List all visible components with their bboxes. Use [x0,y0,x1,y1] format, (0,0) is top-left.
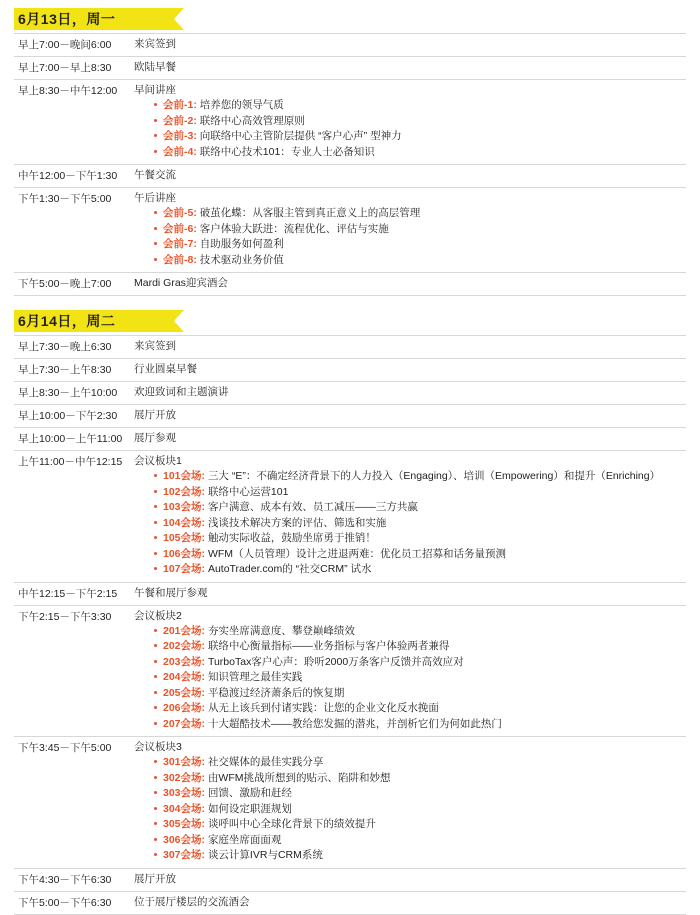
row-time: 早上7:00－早上8:30 [18,62,112,74]
bullet-icon [154,675,157,678]
session-code: 会前-8: [163,253,197,266]
day-title-2: 6月14日，周二 [18,313,116,329]
session-code: 204会场: [163,671,206,683]
row-body [130,405,686,428]
session-code: 103会场: [163,501,206,513]
session-text: AutoTrader.com的 “社交CRM” 试水 [207,563,372,575]
row-label: 展厅开放 [134,872,176,885]
session-list [134,469,682,577]
row-time: 下午1:30－下午5:00 [18,193,112,205]
row-label: 欢迎致词和主题演讲 [134,386,229,398]
bullet-icon [154,791,157,794]
bullet-icon [154,119,157,122]
table-row [14,428,686,451]
bullet-icon [154,807,157,810]
session-list [134,98,682,159]
session-code: 会前-2: [163,114,197,127]
row-label: 会议板块1 [134,455,182,467]
row-body [130,891,686,914]
session-text: 谈呼叫中心全球化背景下的绩效提升 [207,818,376,830]
bullet-icon [154,536,157,539]
session-code: 202会场: [163,640,206,652]
session-code: 105会场: [163,532,206,544]
day-banner-tail-1 [174,8,184,30]
row-time: 早上8:30－上午10:00 [18,387,118,399]
table-row [14,451,686,583]
row-body [130,868,686,891]
row-time: 下午3:45－下午5:00 [18,742,112,754]
session-code: 301会场: [163,756,206,768]
bullet-icon [154,490,157,493]
row-body [130,605,686,737]
list-item [152,655,682,670]
bullet-icon [154,552,157,555]
list-item [152,485,682,500]
table-row [14,582,686,605]
session-code: 205会场: [163,686,206,699]
session-text: 知识管理之最佳实践 [207,671,303,683]
row-label: 早间讲座 [134,84,176,96]
list-item [152,206,682,221]
row-label: 展厅开放 [134,409,176,421]
bullet-icon [154,474,157,477]
session-text: 浅谈技术解决方案的评估、筛选和实施 [207,516,387,529]
bullet-icon [154,776,157,779]
row-body [130,80,686,165]
list-item [152,98,682,113]
session-text: TurboTax客户心声：聆听2000万条客户反馈并高效应对 [207,655,464,668]
session-code: 会前-7: [163,238,197,250]
session-text: 平稳渡过经济萧条后的恢复期 [207,686,345,699]
bullet-icon [154,211,157,214]
session-code: 307会场: [163,849,206,861]
session-text: 客户满意、成本有效、员工减压——三方共赢 [207,501,418,513]
bullet-icon [154,838,157,841]
row-label: 午餐交流 [134,169,176,181]
row-time: 早上7:30－上午8:30 [18,364,112,376]
row-body [130,428,686,451]
list-item [152,786,682,801]
bullet-icon [154,242,157,245]
schedule-table-day2 [14,335,686,915]
session-text: 培养您的领导气质 [199,99,284,111]
section-spacer [14,296,686,310]
session-text: 联络中心衡量指标——业务指标与客户体验两者兼得 [207,640,450,652]
row-body [130,273,686,296]
list-item [152,145,682,160]
list-item [152,755,682,770]
row-label: 来宾签到 [134,340,176,352]
table-row [14,34,686,57]
session-text: 联络中心技术101：专业人士必备知识 [199,145,375,158]
row-time: 早上10:00－下午2:30 [18,410,118,422]
bullet-icon [154,258,157,261]
session-code: 303会场: [163,787,206,799]
session-code: 305会场: [163,818,206,830]
session-code: 会前-1: [163,99,197,111]
table-row [14,405,686,428]
row-label: 位于展厅楼层的交流酒会 [134,895,250,908]
list-item [152,771,682,786]
session-code: 106会场: [163,547,206,560]
bullet-icon [154,660,157,663]
list-item [152,686,682,701]
bullet-icon [154,521,157,524]
bullet-icon [154,691,157,694]
row-time: 早上7:30－晚上6:30 [18,341,112,353]
row-body [130,336,686,359]
session-text: 联络中心运营101 [207,485,289,498]
row-label: 展厅参观 [134,432,176,444]
list-item [152,500,682,515]
table-row [14,868,686,891]
session-text: 回馈、激励和赶经 [207,787,292,799]
row-time: 上午11:00－中午12:15 [18,456,123,468]
list-item [152,129,682,144]
list-item [152,237,682,252]
bullet-icon [154,567,157,570]
table-row [14,891,686,914]
schedule-table-day1 [14,33,686,296]
list-item [152,817,682,832]
session-text: 社交媒体的最佳实践分享 [207,756,324,768]
session-code: 会前-4: [163,145,197,158]
row-body [130,165,686,188]
row-label: 来宾签到 [134,38,176,50]
session-text: 从无上该兵到付诸实践：让您的企业文化反水挽面 [207,702,439,714]
bullet-icon [154,822,157,825]
session-code: 201会场: [163,624,206,637]
day-header-2 [14,310,686,332]
session-text: 向联络中心主管阶层提供 “客户心声” 型神力 [199,130,402,142]
list-item [152,670,682,685]
session-text: 触动实际收益，鼓励坐席勇于推销！ [207,532,376,544]
list-item [152,114,682,129]
list-item [152,562,682,577]
row-time: 下午2:15－下午3:30 [18,610,112,623]
session-code: 会前-3: [163,130,197,142]
bullet-icon [154,722,157,725]
row-label: 欧陆早餐 [134,61,176,73]
session-text: 破茧化蝶：从客服主管到真正意义上的高层管理 [199,207,421,219]
session-code: 104会场: [163,516,206,529]
day-header-1 [14,8,686,30]
row-body [130,451,686,583]
row-label: 会议板块3 [134,741,182,753]
row-time: 早上10:00－上午11:00 [18,433,123,445]
session-list [134,624,682,732]
session-list [134,206,682,267]
row-body [130,382,686,405]
session-text: 如何设定职涯规划 [207,802,292,815]
list-item [152,531,682,546]
row-time: 中午12:15－下午2:15 [18,587,118,600]
session-code: 207会场: [163,717,206,730]
bullet-icon [154,853,157,856]
list-item [152,547,682,562]
table-row [14,336,686,359]
session-text: 自助服务如何盈利 [199,238,284,250]
row-label: 行业圆桌早餐 [134,363,197,375]
table-row [14,57,686,80]
session-text: WFM（人员管理）设计之进退两难：优化员工招募和话务量预测 [207,547,507,560]
session-text: 客户体验大跃进：流程优化、评估与实施 [199,222,389,235]
day-banner-tail-2 [174,310,184,332]
session-code: 会前-5: [163,207,197,219]
bullet-icon [154,134,157,137]
row-label: 会议板块2 [134,609,182,622]
list-item [152,802,682,817]
session-code: 会前-6: [163,222,197,235]
row-label: 午餐和展厅参观 [134,586,208,599]
session-code: 306会场: [163,833,206,846]
bullet-icon [154,629,157,632]
row-body [130,737,686,869]
table-row [14,80,686,165]
session-code: 107会场: [163,563,206,575]
row-body [130,188,686,273]
bullet-icon [154,706,157,709]
bullet-icon [154,760,157,763]
list-item [152,624,682,639]
session-text: 技术驱动业务价值 [199,253,284,266]
row-label: 午后讲座 [134,192,176,204]
session-text: 家庭坐席面面观 [207,833,282,846]
session-text: 由WFM挑战所想到的贴示、陷阱和妙想 [207,771,391,784]
table-row [14,382,686,405]
row-body [130,359,686,382]
row-body [130,57,686,80]
list-item [152,833,682,848]
row-time: 下午5:00－下午6:30 [18,896,112,909]
session-code: 102会场: [163,485,206,498]
bullet-icon [154,103,157,106]
table-row [14,737,686,869]
session-list [134,755,682,863]
session-code: 203会场: [163,655,206,668]
session-text: 三大 “E”：不确定经济背景下的人力投入（Engaging）、培训（Empowering）和提升（Enriching） [207,470,661,482]
list-item [152,848,682,863]
table-row [14,605,686,737]
list-item [152,639,682,654]
table-row [14,165,686,188]
list-item [152,516,682,531]
session-text: 联络中心高效管理原则 [199,114,305,127]
session-text: 十大超酷技术——教给您发掘的潜兆，并剖析它们为何如此热门 [207,717,502,730]
session-code: 304会场: [163,802,206,815]
row-time: 下午4:30－下午6:30 [18,873,112,886]
row-label: Mardi Gras迎宾酒会 [134,277,228,289]
list-item [152,717,682,732]
list-item [152,469,682,484]
row-time: 早上8:30－中午12:00 [18,85,118,97]
bullet-icon [154,150,157,153]
list-item [152,701,682,716]
session-code: 101会场: [163,470,206,482]
table-row [14,273,686,296]
day-title-1: 6月13日，周一 [18,11,116,27]
table-row [14,188,686,273]
list-item [152,222,682,237]
session-code: 302会场: [163,771,206,784]
bullet-icon [154,227,157,230]
bullet-icon [154,505,157,508]
row-body [130,34,686,57]
table-row [14,359,686,382]
row-time: 下午5:00－晚上7:00 [18,278,112,290]
bullet-icon [154,644,157,647]
session-text: 谈云计算IVR与CRM系统 [207,849,323,861]
session-text: 夯实坐席满意度、攀登巅峰绩效 [207,624,355,637]
list-item [152,253,682,268]
row-time: 中午12:00－下午1:30 [18,170,118,182]
row-time: 早上7:00－晚间6:00 [18,39,112,51]
row-body [130,582,686,605]
session-code: 206会场: [163,702,206,714]
